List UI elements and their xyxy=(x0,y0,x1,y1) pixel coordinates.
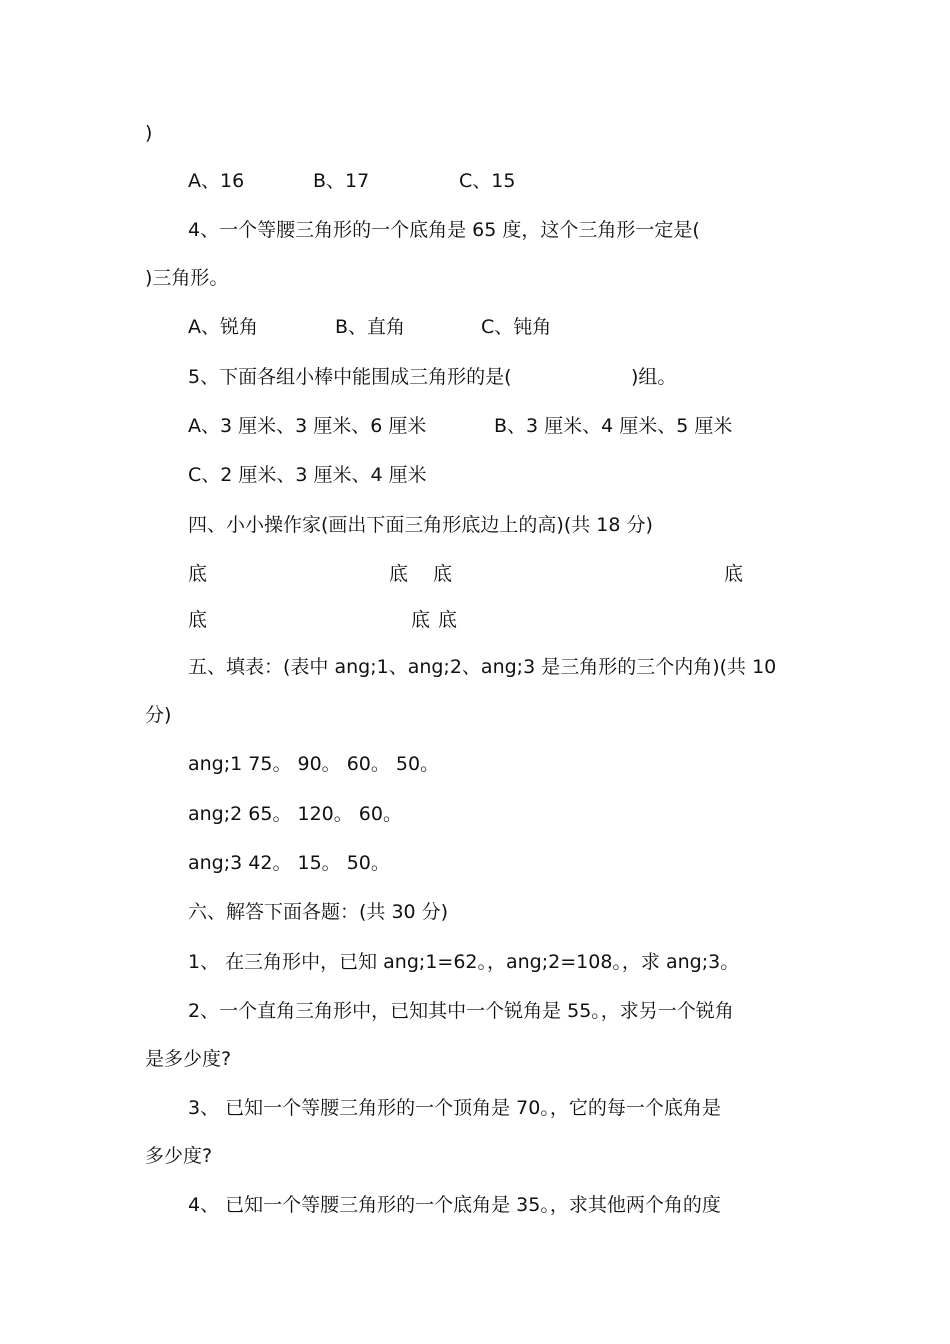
table-row: ang;2 65。 120。 60。 xyxy=(188,803,402,825)
problem-3-continued: 多少度? xyxy=(145,1145,213,1167)
section-5-heading: 五、填表：(表中 ang;1、ang;2、ang;3 是三角形的三个内角)(共 10 xyxy=(188,656,777,678)
option-b: B、直角 xyxy=(335,316,406,338)
option-c: C、钝角 xyxy=(481,316,552,338)
section-6-heading: 六、解答下面各题：(共 30 分) xyxy=(188,901,449,923)
option-a: A、锐角 xyxy=(188,316,258,338)
option-c: C、2 厘米、3 厘米、4 厘米 xyxy=(188,464,427,486)
question-5-end: )组。 xyxy=(631,366,677,388)
base-label: 底 xyxy=(188,609,208,631)
option-b: B、3 厘米、4 厘米、5 厘米 xyxy=(494,415,733,437)
problem-2: 2、一个直角三角形中，已知其中一个锐角是 55。，求另一个锐角 xyxy=(188,1000,734,1022)
base-label: 底 xyxy=(389,563,409,585)
problem-4: 4、 已知一个等腰三角形的一个底角是 35。，求其他两个角的度 xyxy=(188,1194,721,1216)
base-label: 底 xyxy=(411,609,431,631)
base-label: 底 xyxy=(188,563,208,585)
base-label: 底 xyxy=(724,563,744,585)
option-c: C、15 xyxy=(459,170,516,192)
table-row: ang;1 75。 90。 60。 50。 xyxy=(188,753,440,775)
problem-1: 1、 在三角形中，已知 ang;1=62。，ang;2=108。，求 ang;3。 xyxy=(188,951,740,973)
base-label: 底 xyxy=(433,563,453,585)
section-5-heading-continued: 分) xyxy=(145,704,172,726)
question-5: 5、下面各组小棒中能围成三角形的是( xyxy=(188,366,512,388)
option-b: B、17 xyxy=(313,170,370,192)
question-4: 4、一个等腰三角形的一个底角是 65 度，这个三角形一定是( xyxy=(188,219,700,241)
option-a: A、16 xyxy=(188,170,245,192)
base-label: 底 xyxy=(438,609,458,631)
section-4-heading: 四、小小操作家(画出下面三角形底边上的高)(共 18 分) xyxy=(188,514,653,536)
problem-3: 3、 已知一个等腰三角形的一个顶角是 70。，它的每一个底角是 xyxy=(188,1097,721,1119)
question-4-continued: )三角形。 xyxy=(145,267,229,289)
table-row: ang;3 42。 15。 50。 xyxy=(188,852,390,874)
option-a: A、3 厘米、3 厘米、6 厘米 xyxy=(188,415,427,437)
text-line: ) xyxy=(145,122,153,144)
problem-2-continued: 是多少度? xyxy=(145,1048,232,1070)
